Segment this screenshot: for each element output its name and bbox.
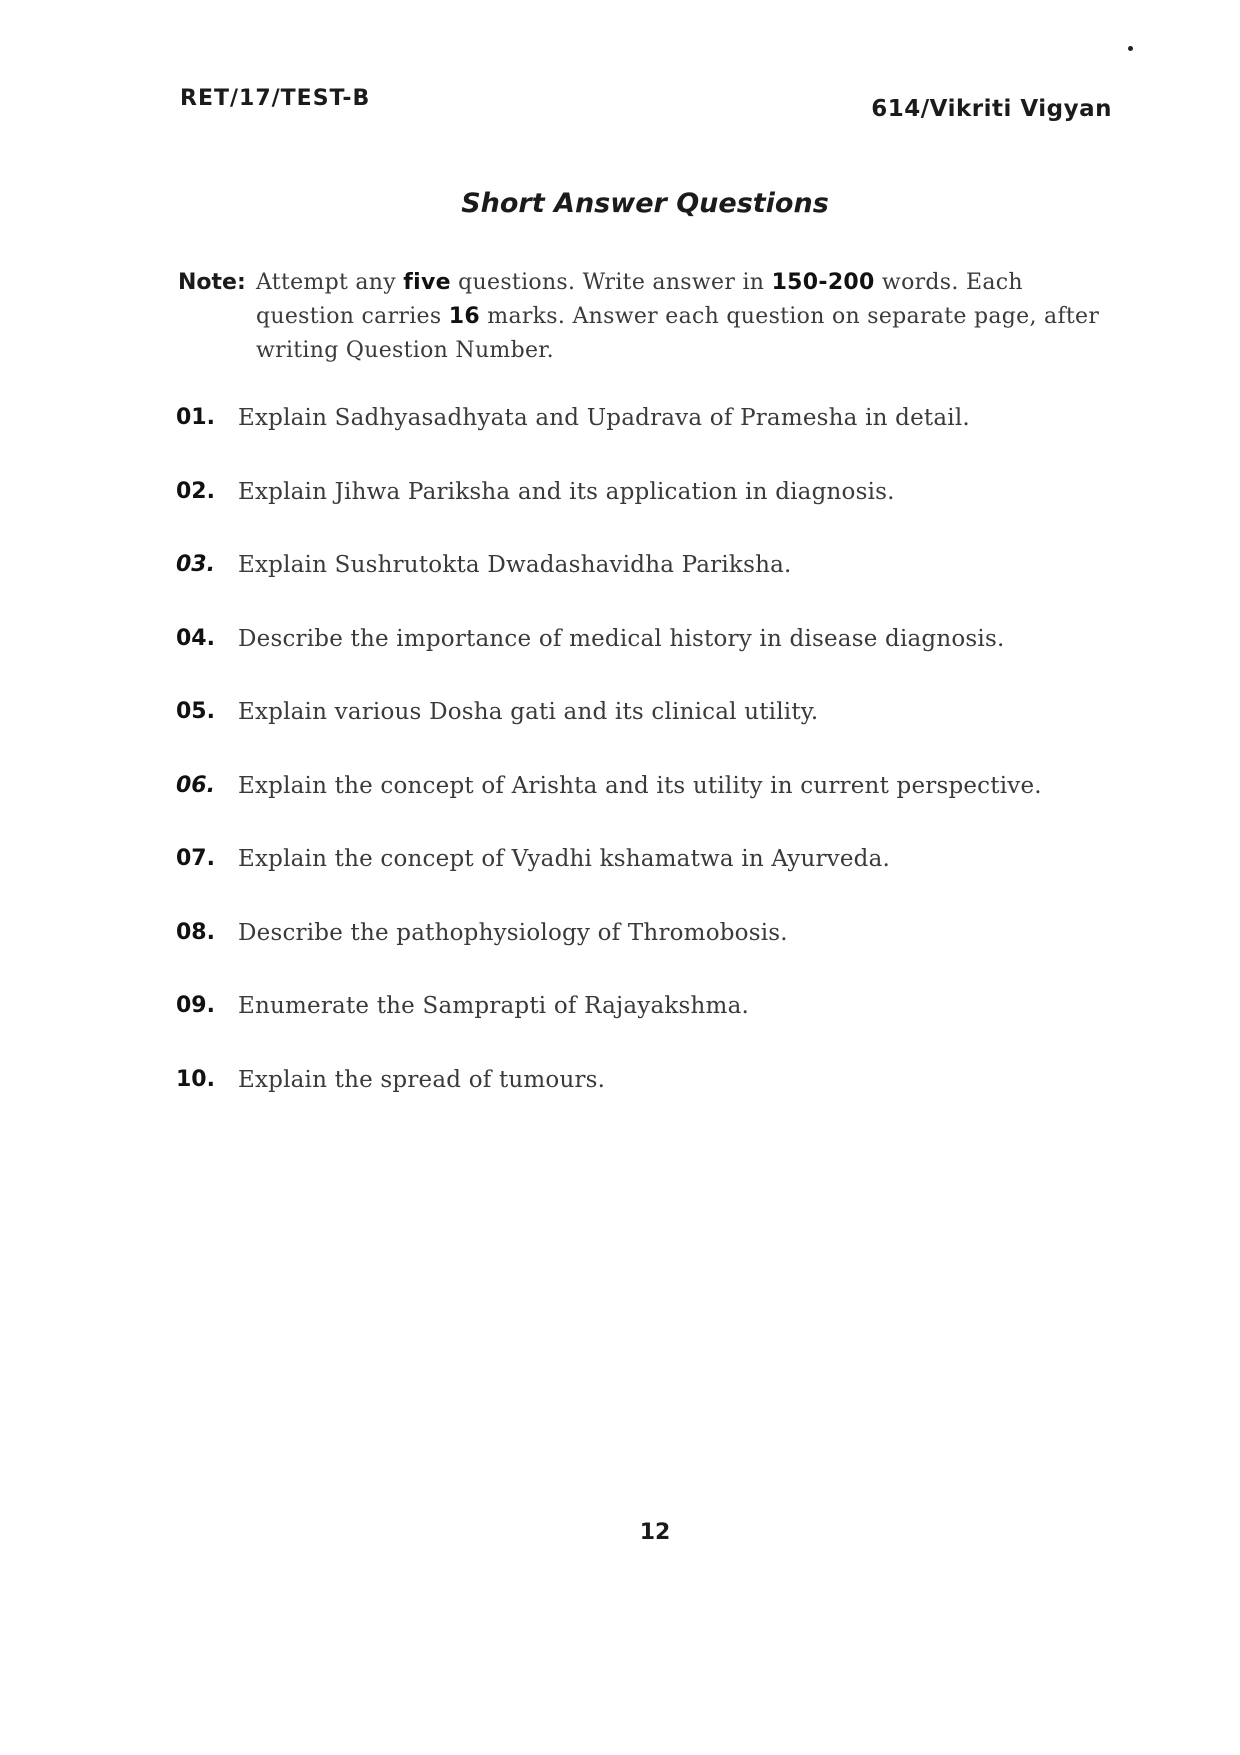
question-text: Describe the pathophysiology of Thromobosis.	[238, 919, 788, 946]
question-number: 09.	[176, 993, 215, 1018]
question-number: 05.	[176, 699, 215, 724]
question-item	[176, 479, 1136, 553]
question-item	[176, 405, 1136, 479]
question-text: Describe the importance of medical history in disease diagnosis.	[238, 625, 1005, 652]
subject-code: 614/Vikriti Vigyan	[871, 96, 1112, 122]
question-number: 02.	[176, 478, 215, 504]
question-number: 04.	[176, 625, 215, 651]
question-item	[176, 626, 1136, 700]
question-text: Explain Jihwa Pariksha and its application in diagnosis.	[238, 478, 895, 505]
question-text: Explain the spread of tumours.	[238, 1066, 606, 1093]
question-number: 07.	[176, 846, 215, 871]
note-part-2: questions. Write answer in	[450, 270, 772, 295]
note-text	[256, 266, 1118, 368]
question-text: Explain the concept of Vyadhi kshamatwa in Ayurveda.	[238, 846, 891, 872]
question-text: Explain Sushrutokta Dwadashavidha Pariksha.	[238, 552, 792, 578]
note-part-1: Attempt any	[256, 270, 404, 295]
note-bold-count: five	[403, 270, 451, 295]
question-text: Explain Sadhyasadhyata and Upadrava of Pramesha in detail.	[238, 405, 970, 431]
section-title: Short Answer Questions	[461, 188, 829, 219]
scan-speck	[1128, 46, 1133, 51]
question-item	[176, 846, 1136, 920]
note-bold-marks: 16	[448, 304, 480, 329]
note-part-4: marks. Answer each question on separate page, after writing Question Number.	[256, 304, 1100, 363]
note-part-3: words. Each question carries	[256, 270, 1023, 329]
question-item	[176, 773, 1136, 847]
question-text: Explain the concept of Arishta and its utility in current perspective.	[238, 772, 1042, 799]
question-text: Enumerate the Samprapti of Rajayakshma.	[238, 993, 749, 1019]
note-label: Note:	[178, 270, 246, 295]
question-item	[176, 993, 1136, 1067]
question-number: 10.	[176, 1066, 215, 1092]
page-number: 12	[639, 1520, 671, 1545]
question-list	[176, 405, 1136, 1140]
question-item	[176, 920, 1136, 994]
instructions-note	[178, 266, 1118, 368]
question-number: 08.	[176, 919, 215, 945]
question-number: 03.	[176, 552, 215, 577]
question-number: 01.	[176, 405, 215, 430]
paper-code: RET/17/TEST-B	[180, 86, 371, 111]
note-bold-words: 150-200	[771, 270, 875, 295]
question-text: Explain various Dosha gati and its clinical utility.	[238, 699, 819, 725]
question-item	[176, 699, 1136, 773]
question-item	[176, 1067, 1136, 1141]
question-number: 06.	[176, 772, 215, 798]
question-item	[176, 552, 1136, 626]
